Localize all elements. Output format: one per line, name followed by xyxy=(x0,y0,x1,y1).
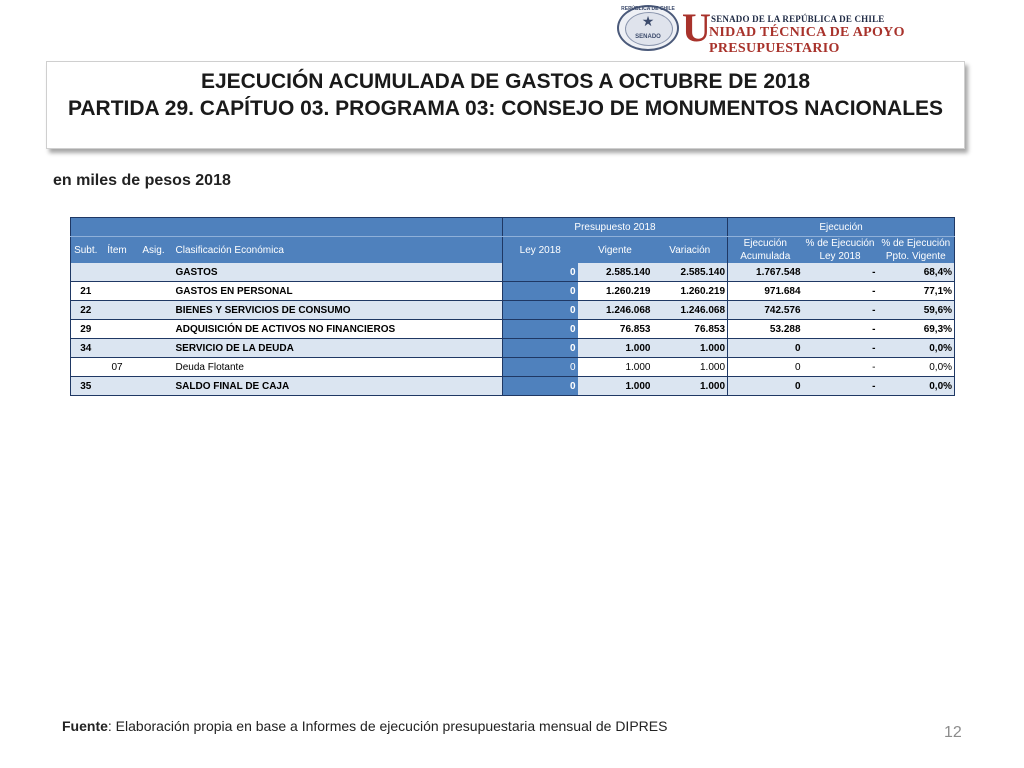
cell-subt: 22 xyxy=(71,301,101,320)
cell-subt: 35 xyxy=(71,377,101,396)
budget-table-body xyxy=(71,263,955,396)
cell-clasificacion: SERVICIO DE LA DEUDA xyxy=(174,339,503,358)
cell-ley: 0 xyxy=(503,301,578,320)
col-header-ejecucion-acumulada: Ejecución Acumulada xyxy=(728,237,803,264)
cell-ejecucion: 53.288 xyxy=(728,320,803,339)
unit-org-line: SENADO DE LA REPÚBLICA DE CHILE xyxy=(711,14,885,24)
col-header-pct-ley: % de Ejecución Ley 2018 xyxy=(803,237,878,264)
col-header-ley: Ley 2018 xyxy=(503,237,578,264)
table-row xyxy=(71,263,955,282)
cell-ley: 0 xyxy=(503,339,578,358)
col-header-variacion: Variación xyxy=(653,237,728,264)
units-note: en miles de pesos 2018 xyxy=(53,172,231,189)
cell-pct-ley: - xyxy=(803,358,878,377)
cell-subt: 34 xyxy=(71,339,101,358)
cell-item xyxy=(101,377,134,396)
cell-variacion: 76.853 xyxy=(653,320,728,339)
cell-ejecucion: 1.767.548 xyxy=(728,263,803,282)
page-title: EJECUCIÓN ACUMULADA DE GASTOS A OCTUBRE DE 2018 xyxy=(200,70,811,93)
cell-subt xyxy=(71,263,101,282)
col-header-pct-vigente: % de Ejecución Ppto. Vigente xyxy=(878,237,955,264)
cell-pct-vigente: 69,3% xyxy=(878,320,955,339)
cell-asig xyxy=(134,282,174,301)
cell-clasificacion: BIENES Y SERVICIOS DE CONSUMO xyxy=(174,301,503,320)
table-row xyxy=(71,377,955,396)
cell-item xyxy=(101,320,134,339)
cell-clasificacion: GASTOS EN PERSONAL xyxy=(174,282,503,301)
page-number: 12 xyxy=(944,724,962,741)
cell-ejecucion: 0 xyxy=(728,377,803,396)
cell-clasificacion: ADQUISICIÓN DE ACTIVOS NO FINANCIEROS xyxy=(174,320,503,339)
cell-item xyxy=(101,339,134,358)
col-header-vigente: Vigente xyxy=(578,237,653,264)
unit-name-line: NIDAD TÉCNICA DE APOYO PRESUPUESTARIO xyxy=(709,25,905,56)
cell-item xyxy=(101,301,134,320)
table-row xyxy=(71,320,955,339)
group-header-blank xyxy=(71,218,503,237)
senate-seal-logo xyxy=(617,5,679,51)
budget-table xyxy=(70,217,955,396)
cell-pct-ley: - xyxy=(803,301,878,320)
cell-pct-vigente: 0,0% xyxy=(878,358,955,377)
cell-vigente: 1.000 xyxy=(578,377,653,396)
cell-pct-vigente: 77,1% xyxy=(878,282,955,301)
cell-pct-ley: - xyxy=(803,339,878,358)
cell-ley: 0 xyxy=(503,320,578,339)
source-text: : Elaboración propia en base a Informes de ejecución presupuestaria mensual de DIPRES xyxy=(107,718,668,734)
cell-vigente: 2.585.140 xyxy=(578,263,653,282)
table-row xyxy=(71,358,955,377)
cell-item xyxy=(101,282,134,301)
cell-asig xyxy=(134,301,174,320)
seal-bottom-text: SENADO xyxy=(635,34,661,40)
cell-item: 07 xyxy=(101,358,134,377)
group-header-ejecucion: Ejecución xyxy=(728,218,955,237)
cell-subt: 29 xyxy=(71,320,101,339)
cell-ejecucion: 0 xyxy=(728,339,803,358)
cell-ley: 0 xyxy=(503,377,578,396)
cell-ley: 0 xyxy=(503,263,578,282)
cell-variacion: 1.000 xyxy=(653,358,728,377)
cell-pct-ley: - xyxy=(803,263,878,282)
cell-asig xyxy=(134,263,174,282)
cell-vigente: 76.853 xyxy=(578,320,653,339)
cell-asig xyxy=(134,339,174,358)
cell-asig xyxy=(134,320,174,339)
cell-pct-ley: - xyxy=(803,282,878,301)
group-header-presupuesto: Presupuesto 2018 xyxy=(503,218,728,237)
column-header-row xyxy=(71,237,955,264)
cell-subt: 21 xyxy=(71,282,101,301)
source-note xyxy=(62,718,667,734)
cell-ejecucion: 971.684 xyxy=(728,282,803,301)
cell-pct-vigente: 59,6% xyxy=(878,301,955,320)
cell-pct-vigente: 68,4% xyxy=(878,263,955,282)
table-row xyxy=(71,282,955,301)
cell-ley: 0 xyxy=(503,282,578,301)
cell-pct-vigente: 0,0% xyxy=(878,377,955,396)
star-icon: ★ xyxy=(641,13,655,29)
unit-initial-letter: U xyxy=(682,5,711,50)
cell-variacion: 1.246.068 xyxy=(653,301,728,320)
col-header-item: Ítem xyxy=(101,237,134,264)
cell-vigente: 1.000 xyxy=(578,339,653,358)
col-header-subt: Subt. xyxy=(71,237,101,264)
cell-pct-ley: - xyxy=(803,377,878,396)
cell-variacion: 2.585.140 xyxy=(653,263,728,282)
cell-variacion: 1.000 xyxy=(653,339,728,358)
cell-variacion: 1.260.219 xyxy=(653,282,728,301)
cell-clasificacion: Deuda Flotante xyxy=(174,358,503,377)
cell-vigente: 1.000 xyxy=(578,358,653,377)
cell-ejecucion: 742.576 xyxy=(728,301,803,320)
cell-ejecucion: 0 xyxy=(728,358,803,377)
page-subtitle: PARTIDA 29. CAPÍTUO 03. PROGRAMA 03: CONSEJO DE MONUMENTOS NACIONALES xyxy=(67,97,944,120)
group-header-row xyxy=(71,218,955,237)
table-row xyxy=(71,301,955,320)
cell-item xyxy=(101,263,134,282)
cell-asig xyxy=(134,358,174,377)
cell-vigente: 1.260.219 xyxy=(578,282,653,301)
col-header-asig: Asig. xyxy=(134,237,174,264)
cell-pct-vigente: 0,0% xyxy=(878,339,955,358)
source-label: Fuente xyxy=(62,718,108,734)
cell-clasificacion: GASTOS xyxy=(174,263,503,282)
cell-vigente: 1.246.068 xyxy=(578,301,653,320)
table-row xyxy=(71,339,955,358)
title-box xyxy=(46,61,965,149)
seal-top-text: REPÚBLICA DE CHILE xyxy=(621,6,675,12)
cell-pct-ley: - xyxy=(803,320,878,339)
cell-ley: 0 xyxy=(503,358,578,377)
cell-variacion: 1.000 xyxy=(653,377,728,396)
cell-asig xyxy=(134,377,174,396)
cell-subt xyxy=(71,358,101,377)
col-header-clasificacion: Clasificación Económica xyxy=(174,237,503,264)
cell-clasificacion: SALDO FINAL DE CAJA xyxy=(174,377,503,396)
